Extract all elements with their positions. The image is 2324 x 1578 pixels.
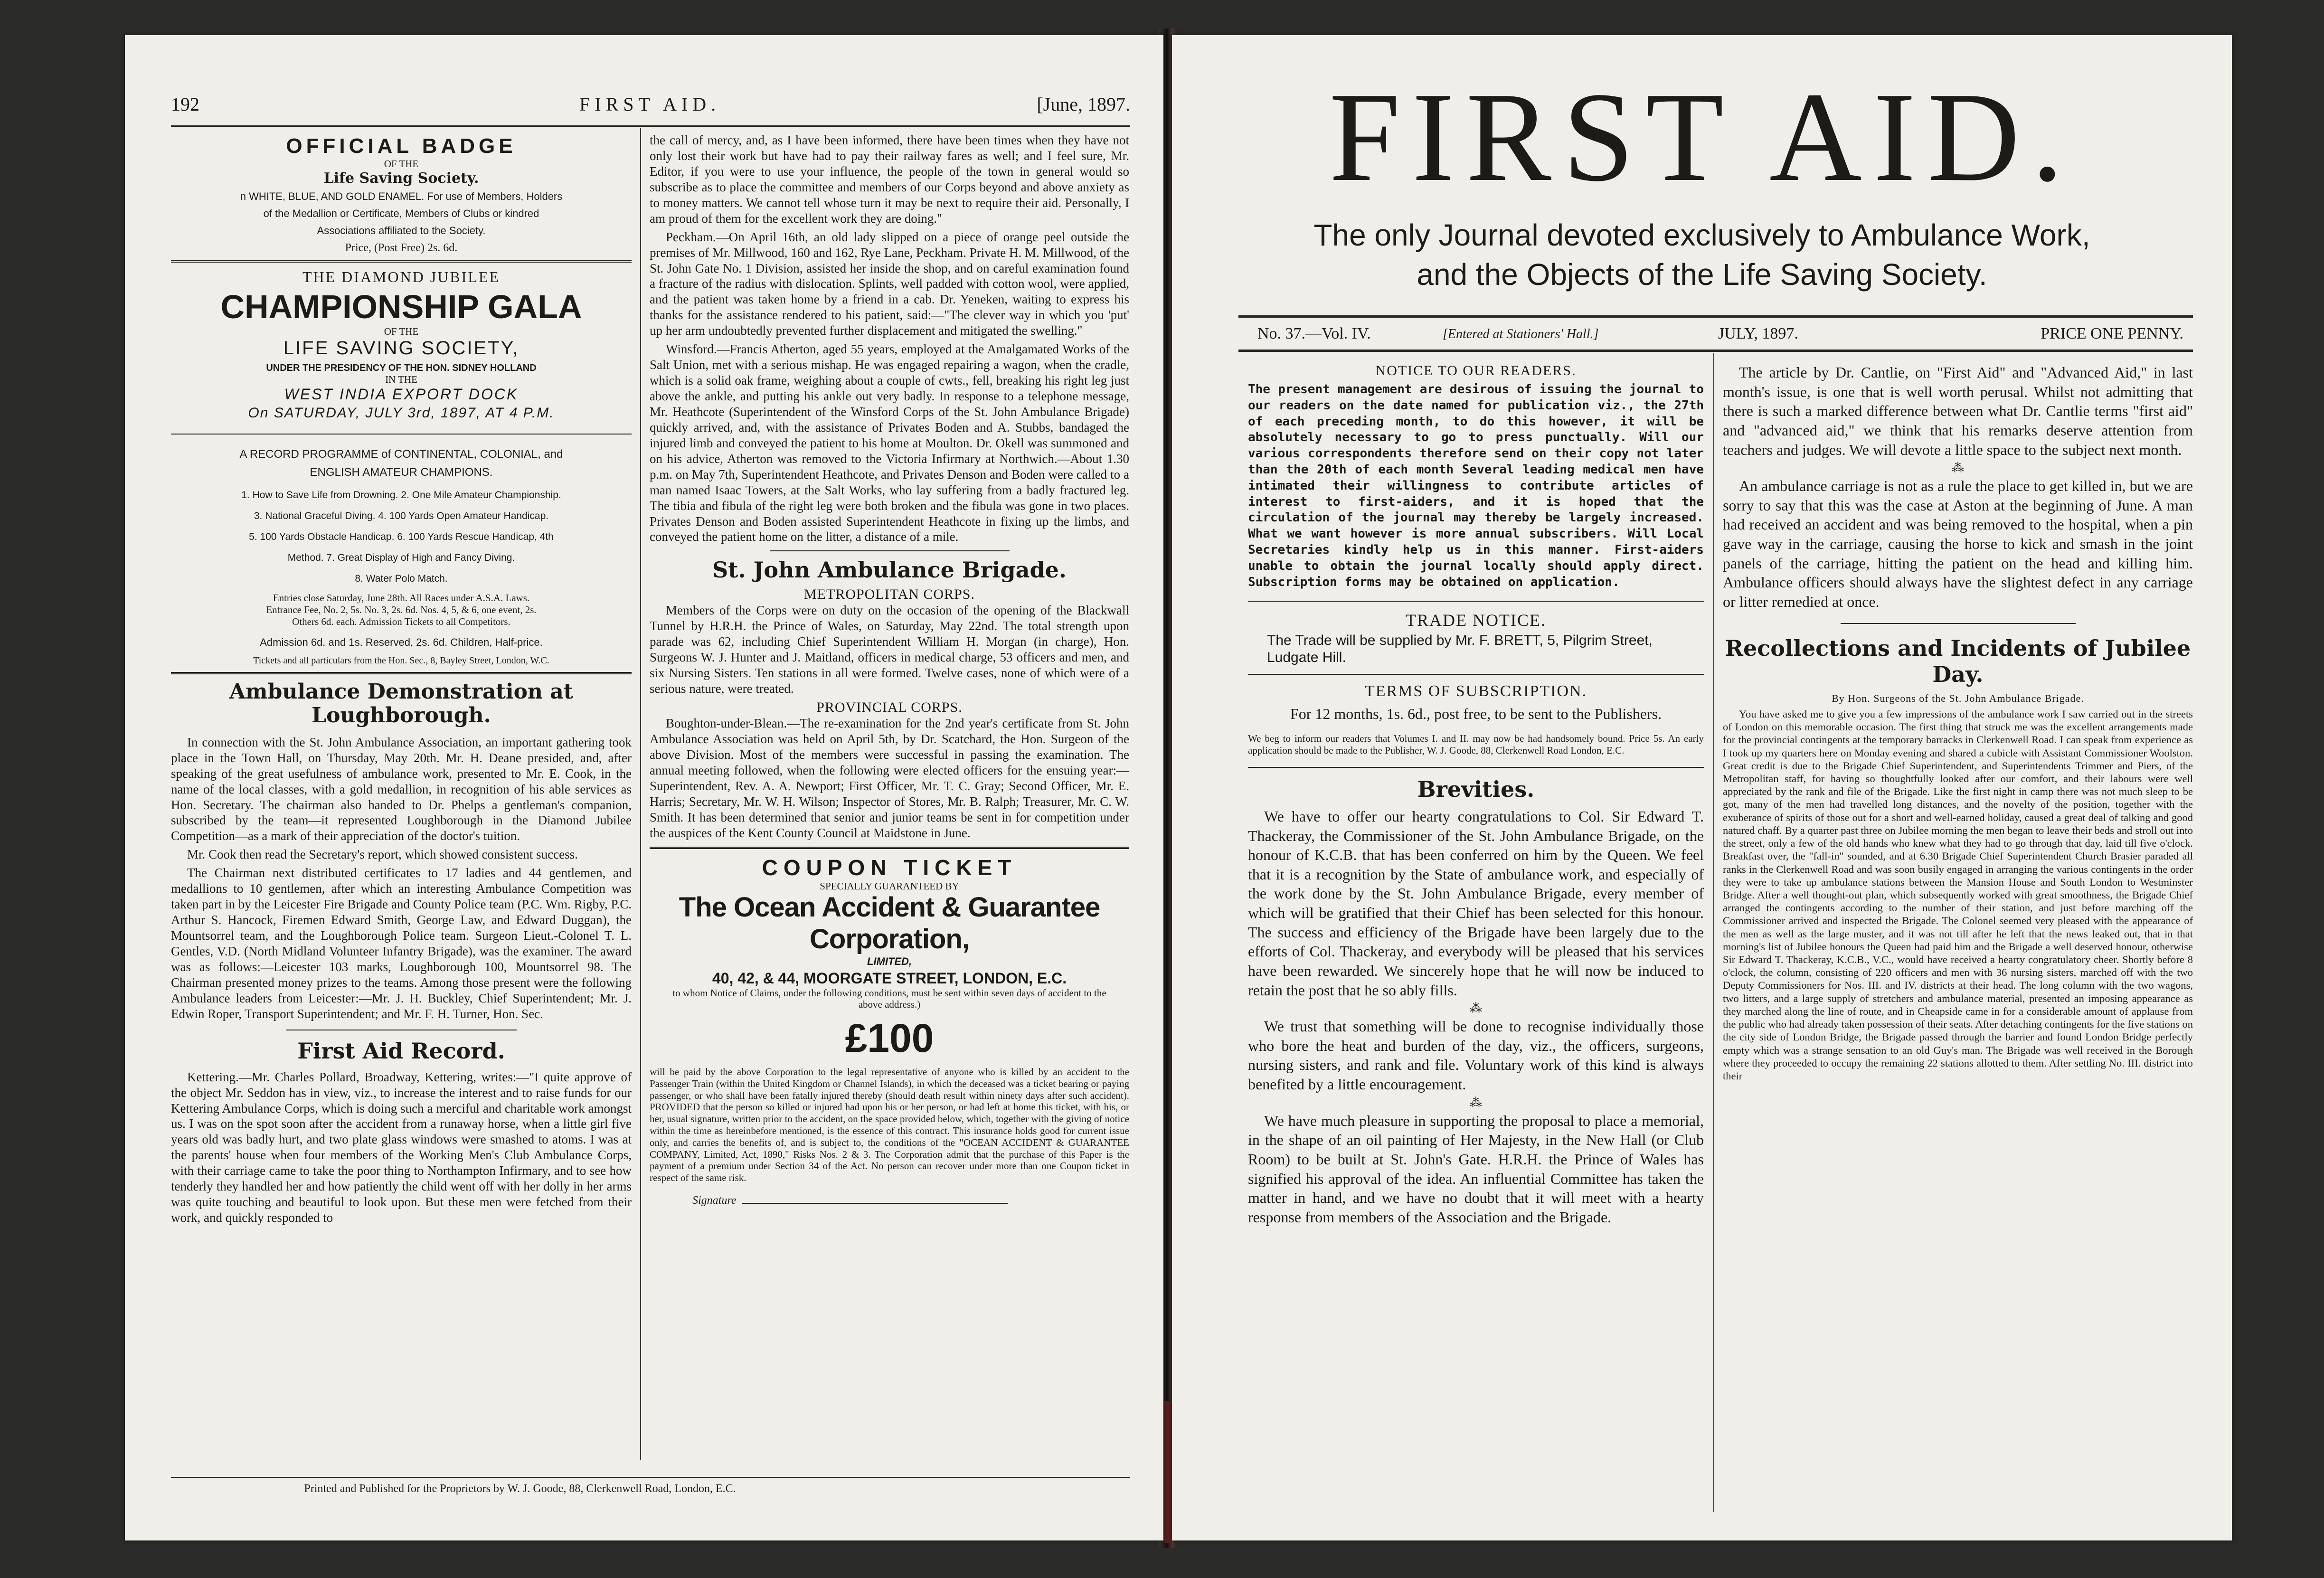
right-column-2 (1723, 363, 2193, 1521)
right-page (1172, 35, 2232, 1540)
record-continued (650, 132, 1129, 545)
divider (171, 434, 632, 435)
coupon-notice: to whom Notice of Claims, under the following conditions, must be sent within seven days of accident to the above address.) (672, 987, 1106, 1011)
badge-society: Life Saving Society. (323, 170, 479, 187)
footer-rule (171, 1477, 1130, 1478)
brevities-body (1248, 807, 1704, 1227)
paragraph: Mr. Cook then read the Secretary's report, which showed consistent success. (187, 847, 578, 862)
brigade-metro: METROPOLITAN CORPS. (804, 586, 975, 603)
paragraph: An ambulance carriage is not as a rule the place to get killed in, but we are sorry to say that this was the case at Aston at the beginning of June. A man had received an accident and was being removed to the hospital, when a pin gave way in the carriage, causing the horse to kick and smash in the joint panels of the carriage, hitting the patient on the head and killing him. Ambulance officers should always have the slightest defect in any carriage or litter remedied at once. (1723, 477, 2193, 610)
gala-programme-2: ENGLISH AMATEUR CHAMPIONS. (310, 465, 493, 479)
trade-title: TRADE NOTICE. (1406, 611, 1546, 630)
paragraph: Members of the Corps were on duty on the occasion of the opening of the Blackwall Tunnel by H.R.H. the Prince of Wales, on Saturday, May 22nd. The total strength upon parade was 62, including Chief Superintendent William H. Morgan (in charge), Hon. Surgeons W. J. Hunter and J. Maitland, officers in medical charge, 53 officers and men, and six Nursing Sisters. Ten stations in all were formed. Twelve cases, none of which were of a serious nature, were treated. (650, 603, 1129, 696)
column-divider (1713, 353, 1714, 1512)
badge-of-the: OF THE (384, 158, 419, 170)
paragraph: The Chairman next distributed certificates to 17 ladies and 44 gentlemen, and medallions to 10 gentlemen, after which an interesting Ambulance Competition was taken part in by the Leicester Fire Brigade and County Police team (P.C. Wm. Rigby, P.C. Arthur S. Hancock, Firemen Edward Smith, George Law, and Edward Duggan), the Mountsorrel team, and the Loughborough Police team. Surgeon Lieut.-Colonel T. L. Gentles, V.D. (North Midland Volunteer Infantry Brigade), was the examiner. The award was as follows:—Leicester 103 marks, Loughborough 100, Mountsorrel 98. The Chairman presented money prizes to the teams. Among those present were the following Ambulance leaders from Leicester:—Mr. J. H. Buckley, Chief Superintendent; Mr. J. Edwin Roper, Transport Superintendent; and Mr. F. H. Turner, Hon. Sec. (171, 866, 632, 1021)
gala-admission: Admission 6d. and 1s. Reserved, 2s. 6d. Children, Half-price. (260, 636, 543, 648)
gala-entries-1: Entries close Saturday, June 28th. All Races under A.S.A. Laws. (273, 592, 530, 604)
brigade-title: St. John Ambulance Brigade. (712, 557, 1067, 583)
divider (171, 672, 632, 674)
paragraph: Boughton-under-Blean.—The re-examination for the 2nd year's certificate from St. John Ambulance Association was held on April 5th, by Dr. Scatchard, the Hon. Surgeon of the above Division. Most of the members were successful in passing the examination. The annual meeting followed, when the following were elected officers for the ensuing year:—Superintendent, Rev. A. A. Newport; First Officer, Mr. T. C. Gray; Second Officer, Mr. E. Harris; Secretary, Mr. W. H. Wilson; Inspector of Stores, Mr. B. Ralph; Treasurer, Mr. C. W. Smith. It has been determined that senior and junior teams be sent in for competition under the auspices of the Kent County Council at Maidstone in June. (650, 716, 1129, 840)
coupon-ticket (650, 855, 1129, 1207)
paragraph: Kettering.—Mr. Charles Pollard, Broadway, Kettering, writes:—"I quite approve of the object Mr. Seddon has in view, viz., to increase the interest and to raise funds for our Kettering Ambulance Corps, which is doing such a merciful and charitable work amongst us. I was on the spot soon after the accident from a runaway horse, when a little girl five years old was badly hurt, and two plate glass windows were smashed to atoms. I was at the parents' house when four members of the Working Men's Club Ambulance Corps, with their carriage came to take the poor thing to Northampton Infirmary, and to see how tenderly they handled her and how patiently the child went off with her dolly in her arms was quite touching and beautiful to look upon. But these men were fetched from their work, and quickly responded to (171, 1069, 632, 1225)
issue-number: No. 37.—Vol. IV. (1257, 325, 1371, 342)
divider (1248, 674, 1704, 675)
divider (650, 847, 1129, 849)
right-column-1 (1248, 363, 1704, 1512)
gala-entries-3: Others 6d. each. Admission Tickets to all Competitors. (292, 615, 510, 627)
recollections-byline: By Hon. Surgeons of the St. John Ambulance Brigade. (1832, 692, 2084, 704)
divider (1841, 623, 2076, 624)
left-column-1 (171, 132, 632, 1462)
gala-in-the: IN THE (385, 374, 417, 386)
badge-title: OFFICIAL BADGE (286, 134, 517, 158)
gala-society: LIFE SAVING SOCIETY, (283, 338, 520, 359)
running-header (171, 93, 1130, 117)
recollections-title: Recollections and Incidents of Jubilee Day. (1725, 635, 2191, 687)
subtitle-line-2: and the Objects of the Life Saving Society. (1417, 257, 1987, 292)
paragraph: We have to offer our hearty congratulations to Col. Sir Edward T. Thackeray, the Commissioner of the St. John Ambulance Brigade, on the honour of K.C.B. that has been conferred on him by the Queen. We feel that it is a recognition by the State of ambulance work, and especially of the work done by the St. John Ambulance Brigade, every member of which will be gratified that their Chief has been selected for this honour. The success and efficiency of the Brigade have been largely due to the efforts of Col. Thackeray, and everybody will be pleased that his services have been rewarded. We sincerely hope that he will now be induced to retain the post that he so ably fills. (1248, 807, 1704, 999)
coupon-amount: £100 (845, 1016, 934, 1061)
coupon-body: will be paid by the above Corporation to the legal representative of anyone who is killed by an accident to the Passenger Train (within the United Kingdom or Channel Islands), in which the deceased was a ticket bearing or paying passenger, or who shall have been fatally injured thereby (should death result within ninety days after such accident). PROVIDED that the person so killed or injured had upon his or her person, or had left at home this ticket, with his, or her, usual signature, written prior to the accident, on the space provided below, which, together with the giving of notice within the time as hereinbefore mentioned, is the essence of this contract. This insurance holds good for current issue only, and carries the benefits of, and is subject to, the conditions of the "OCEAN ACCIDENT & GUARANTEE COMPANY, Limited, Act, 1890," Risks Nos. 2 & 3. The Corporation admit that the purchase of this Paper is the payment of a premium under Section 34 of the Act. No person can recover under more than one Coupon ticket in respect of the same risk. (650, 1066, 1129, 1184)
coupon-signature-row (650, 1194, 1129, 1207)
brevities-title: Brevities. (1417, 776, 1535, 802)
gala-events (171, 485, 632, 589)
coupon-company: The Ocean Accident & Guarantee Corporation, (679, 892, 1100, 954)
left-page (125, 35, 1163, 1540)
editorial-notes (1723, 363, 2193, 612)
column-divider (640, 128, 641, 1460)
asterism: ⁂ (1470, 1002, 1482, 1016)
gala-title: CHAMPIONSHIP GALA (220, 288, 582, 325)
gala-of-the: OF THE (384, 326, 419, 338)
gala-tickets: Tickets and all particulars from the Hon. Sec., 8, Bayley Street, London, W.C. (253, 655, 549, 666)
masthead: FIRST AID. (1329, 66, 2075, 208)
gala-venue: WEST INDIA EXPORT DOCK (284, 385, 519, 403)
gala-event: 8. Water Polo Match. (355, 573, 448, 585)
trade-text: The Trade will be supplied by Mr. F. BRETT, 5, Pilgrim Street, Ludgate Hill. (1267, 633, 1653, 666)
terms-volumes: We beg to inform our readers that Volumes I. and II. may now be had handsomely bound. Price 5s. An early application should be made to the Publisher, W. J. Goode, 88, Clerkenwell Road London, E.C. (1248, 733, 1704, 756)
demonstration-body (171, 735, 632, 1022)
brigade-metro-body (650, 603, 1129, 697)
gala-presidency: UNDER THE PRESIDENCY OF THE HON. SIDNEY HOLLAND (266, 363, 537, 374)
subtitle-line-1: The only Journal devoted exclusively to Ambulance Work, (1313, 218, 2090, 252)
issue-price: PRICE ONE PENNY. (2041, 325, 2183, 342)
badge-line-3: Associations affiliated to the Society. (317, 224, 486, 236)
signature-line (742, 1203, 1008, 1204)
paragraph: The article by Dr. Cantlie, on "First Aid" and "Advanced Aid," in last month's issue, is one that is well worth perusal. Whilst not admitting that there is such a marked difference between what Dr. Cantlie terms "first aid" and "advanced aid," we think that his remarks deserve attention from teachers and judges. We will devote a little space to the subject next month. (1723, 364, 2193, 458)
page-number: 192 (171, 94, 199, 115)
paragraph: Winsford.—Francis Atherton, aged 55 years, employed at the Amalgamated Works of the Salt Union, met with a serious mishap. He was engaged repairing a wagon, when the cradle, which is a solid oak frame, weighing about a couple of cwts., fell, breaking his right leg just above the ankle, and putting his ankle out very badly. In response to a telephone message, Mr. Heathcote (Superintendent of the Winsford Corps of the St. John Ambulance Brigade) quickly arrived, and, with the assistance of Privates Boden and A. Stubbs, bandaged the injured limb and conveyed the patient to his home at Moulton. Dr. Okell was summoned and on his advice, Atherton was removed to the Victoria Infirmary at Northwich.—About 1.30 p.m. on May 7th, Superintendent Heathcote, and Privates Denson and Boden were called to a man named Isaac Towers, at the Salt Works, who lay suffering from a badly fractured leg. The tibia and fibula of the right leg were both broken and the fibula was gone in two places. Privates Denson and Boden assisted Superintendent Heathcote in fixing up the limbs, and conveyed the patient home on the litter, a distance of a mile. (650, 342, 1129, 544)
paragraph: the call of mercy, and, as I have been informed, there have been times when they have not only lost their work but have had to pay their railway fares as well; and I feel sure, Mr. Editor, if you were to use your influence, the people of the town in general would so subscribe as to place the committee and members of our Corps beyond and above anxiety as to money matters. We cannot tell whose turn it may be next to require their aid. Personally, I am proud of them for the excellent work they are doing." (650, 133, 1129, 226)
notice-text: The present management are desirous of issuing the journal to our readers on the date named for publication viz., the 27th of each preceding month, to do this however, it will be absolutely necessary to go to press punctually. Will our various correspondents therefore send on their copy not later than the 20th of each month Several leading medical men have intimated their willingness to contribute articles of interest to first-aiders, and it is hoped that the circulation of the journal may thereby be largely increased. What we want however is more annual subscribers. Will Local Secretaries kindly help us in this manner. First-aiders unable to obtain the journal locally should apply direct. Subscription forms may be obtained on application. (1248, 382, 1704, 589)
paragraph: Peckham.—On April 16th, an old lady slipped on a piece of orange peel outside the premises of Mr. Millwood, 160 and 162, Rye Lane, Peckham. Private H. M. Millwood, of the St. John Gate No. 1 Division, assisted her inside the shop, and on careful examination found a fracture of the radius with dislocation. Splints, well padded with cotton wool, were applied, and the patient was taken home by a friend in a cab. Dr. Yeneken, waiting to express his thanks for the assistance rendered to his patient, said:—"The clever way in which you 'put' up her arm undoubtedly prevented further displacement and mitigated the swelling." (650, 229, 1129, 338)
badge-line-2: of the Medallion or Certificate, Members of Clubs or kindred (263, 207, 539, 219)
subtitle (1172, 216, 2232, 294)
brigade-provincial-body (650, 716, 1129, 841)
left-column-2 (650, 132, 1129, 1476)
gala-jubilee: THE DIAMOND JUBILEE (302, 268, 501, 285)
asterism: ⁂ (1470, 1096, 1482, 1110)
gala-event: Method. 7. Great Display of High and Fancy Diving. (287, 552, 515, 564)
running-title: FIRST AID. (579, 94, 721, 115)
gala-programme-1: A RECORD PROGRAMME of CONTINENTAL, COLONIAL, and (239, 447, 563, 461)
footer-imprint: Printed and Published for the Proprietors by W. J. Goode, 88, Clerkenwell Road, London, E.C. (304, 1483, 736, 1495)
issue-line (1238, 325, 2193, 346)
header-rule (171, 125, 1130, 127)
badge-price: Price, (Post Free) 2s. 6d. (345, 241, 458, 254)
running-date: [June, 1897. (1037, 94, 1130, 115)
terms-text: For 12 months, 1s. 6d., post free, to be sent to the Publishers. (1290, 705, 1662, 723)
paragraph: We trust that something will be done to recognise individually those who bore the heat and burden of the day, viz., the officers, surgeons, nursing sisters, and rank and file. Voluntary work of this kind is always benefited by a little encouragement. (1248, 1018, 1704, 1093)
brigade-provincial: PROVINCIAL CORPS. (816, 699, 963, 715)
paragraph: We have much pleasure in supporting the proposal to place a memorial, in the shape of an oil painting of Her Majesty, in the New Hall (or Club Room) to be built at St. John's Gate. H.R.H. the Prince of Wales has signified his approval of the idea. An influential Committee has taken the matter in hand, and we have no doubt that it will meet with a hearty response from members of the Association and the Brigade. (1248, 1112, 1704, 1226)
coupon-limited: LIMITED, (867, 955, 912, 967)
terms-title: TERMS OF SUBSCRIPTION. (1364, 682, 1587, 700)
issue-date: JULY, 1897. (1718, 325, 1798, 342)
paragraph: In connection with the St. John Ambulance Association, an important gathering took place in the Town Hall, on Thursday, May 20th. Mr. H. Deane presided, and, after speaking of the great usefulness of ambulance work, presented to Mr. E. Cook, in the name of the local classes, with a gold medallion, in recognition of his able services as Hon. Secretary. The chairman also handed to Dr. Phelps a gentleman's companion, subscribed by the team—it represented Loughborough in the Diamond Jubilee Competition—as a mark of their appreciation of the doctor's tuition. (171, 735, 632, 843)
paragraph: You have asked me to give you a few impressions of the ambulance work I saw carried out in the streets of London on this memorable occasion. The first thing that struck me was the excellent arrangements made for the provincial contingents at the temporary barracks in Clerkenwell Road. I can speak from experience as I took up my quarters here on Monday evening and shared a cubicle with Assistant Commissioner Woolston. Great credit is due to the Brigade Chief Superintendent, and Superintendents Trimmer and Piers, of the Metropolitan staff, for having so thoughtfully looked after our comfort, and their labours were well appreciated by the rank and file of the Brigade. Like the first night in camp there was not much sleep to be got, many of the men had travelled long distances, and the novelty of the position, together with the exuberance of spirits of those out for a short and well-earned holiday, caused a great deal of talking and good natured chaff. By a quarter past three on Jubilee morning the men began to leave their beds and stroll out into the street, only a few of the old hands who knew what they had to go through that day, laid till five o'clock. Breakfast over, the "fall-in" sounded, and at 6.30 Brigade Chief Superintendent Church Brasier paraded all ranks in the Clerkenwell Road and was soon busily engaged in arranging the various contingents in the order they were to take up ambulance stations between the Mansion House and South London to Westminster Bridge. After a well thought-out plan, which subsequently worked with great smoothness, the Brigade Chief arranged the contingents according to the number of their station, and just before marching off the Commissioner arrived and inspected the Brigade. The Colonel seemed very pleased with the appearance of the men as well as the large muster, and it was not till after he left that the news leaked out, that in that morning's list of Jubilee honours the Queen had paid him and the Brigade a well deserved honour, otherwise Sir Edward T. Thackeray, K.C.B., V.C., would have received a hearty congratulatory cheer. Shortly before 8 o'clock, the column, consisting of 220 officers and men with 36 nursing sisters, marched off with the two Deputy Commissioners for Nos. III. and IV. districts at their head. The long column with the two wagons, two litters, and a large supply of stretchers and ambulance material, presented an imposing appearance as they marched along the line of route, and in Cheapside came in for a considerable amount of applause from the public who had already taken possession of their seats. After detaching contingents for the five stations on the city side of London Bridge, the Brigade passed through the barrier and found London Bridge perfectly empty which was a strange sensation to an old Guy's man. The Brigade was well received in the Borough where they proceeded to occupy the remaining 22 stations allotted to them. After settling No. III. district into their (1723, 708, 2193, 1082)
divider (1248, 767, 1704, 768)
asterism: ⁂ (1952, 461, 1964, 475)
issue-rule (1238, 350, 2193, 352)
coupon-guaranteed: SPECIALLY GUARANTEED BY (820, 880, 959, 892)
record-title: First Aid Record. (297, 1038, 505, 1064)
stationers-hall: [Entered at Stationers' Hall.] (1443, 327, 1599, 341)
recollections-body (1723, 708, 2193, 1082)
coupon-address: 40, 42, & 44, MOORGATE STREET, LONDON, E.C. (712, 969, 1067, 987)
gala-date: On SATURDAY, JULY 3rd, 1897, AT 4 P.M. (248, 405, 555, 421)
divider (770, 550, 1010, 551)
notice-title: NOTICE TO OUR READERS. (1375, 363, 1577, 378)
gala-event: 1. How to Save Life from Drowning. 2. One Mile Amateur Championship. (241, 489, 561, 501)
spine-binding (1164, 1401, 1171, 1543)
masthead-rule (1238, 315, 2193, 318)
gala-event: 5. 100 Yards Obstacle Handicap. 6. 100 Yards Rescue Handicap, 4th (249, 531, 554, 542)
record-body (171, 1069, 632, 1226)
coupon-signature-label: Signature (692, 1194, 737, 1207)
demonstration-title: Ambulance Demonstration at Loughborough. (229, 679, 574, 728)
coupon-title: COUPON TICKET (762, 855, 1017, 880)
gala-event: 3. National Graceful Diving. 4. 100 Yards Open Amateur Handicap. (254, 510, 549, 521)
gala-entries-2: Entrance Fee, No. 2, 5s. No. 3, 2s. 6d. Nos. 4, 5, & 6, one event, 2s. (266, 604, 537, 616)
badge-line-1: n WHITE, BLUE, AND GOLD ENAMEL. For use of Members, Holders (240, 190, 563, 202)
divider (171, 260, 632, 263)
divider (1248, 601, 1704, 602)
